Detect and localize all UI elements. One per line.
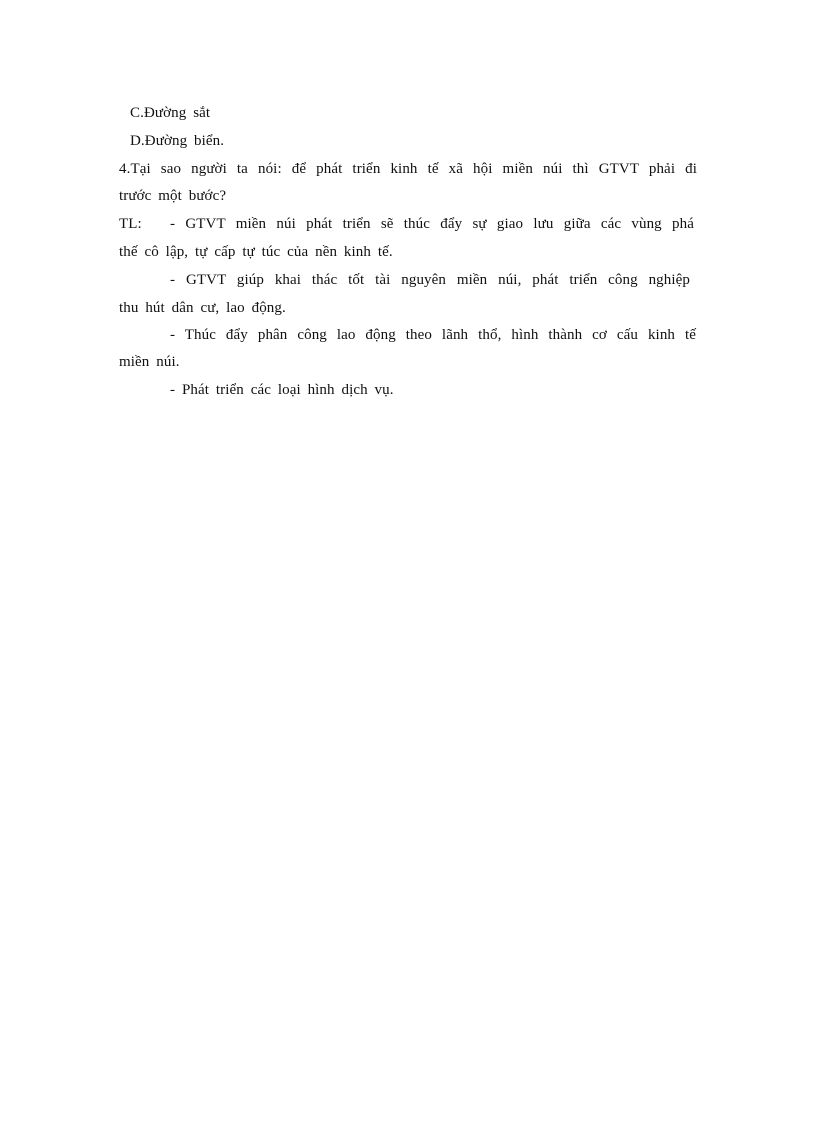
answer-label: TL: <box>119 216 142 232</box>
answer-point-2-line-1: - GTVT giúp khai thác tốt tài nguyên miền núi, phát triển công nghiệp <box>170 272 690 288</box>
option-c: C.Đường sắt <box>130 105 211 121</box>
option-d: D.Đường biển. <box>130 133 225 149</box>
question-4-line-1: 4.Tại sao người ta nói: để phát triển kinh tế xã hội miền núi thì GTVT phải đi <box>119 161 697 177</box>
answer-point-1-line-1: - GTVT miền núi phát triển sẽ thúc đẩy sự giao lưu giữa các vùng phá <box>170 216 694 232</box>
answer-point-4: - Phát triển các loại hình dịch vụ. <box>170 382 394 398</box>
answer-point-3-line-2: miền núi. <box>119 354 180 370</box>
answer-point-3-line-1: - Thúc đẩy phân công lao động theo lãnh thổ, hình thành cơ cấu kinh tế <box>170 327 696 343</box>
answer-point-1-line-2: thế cô lập, tự cấp tự túc của nền kinh tế. <box>119 244 393 260</box>
answer-point-2-line-2: thu hút dân cư, lao động. <box>119 300 286 316</box>
question-4-line-2: trước một bước? <box>119 188 227 204</box>
